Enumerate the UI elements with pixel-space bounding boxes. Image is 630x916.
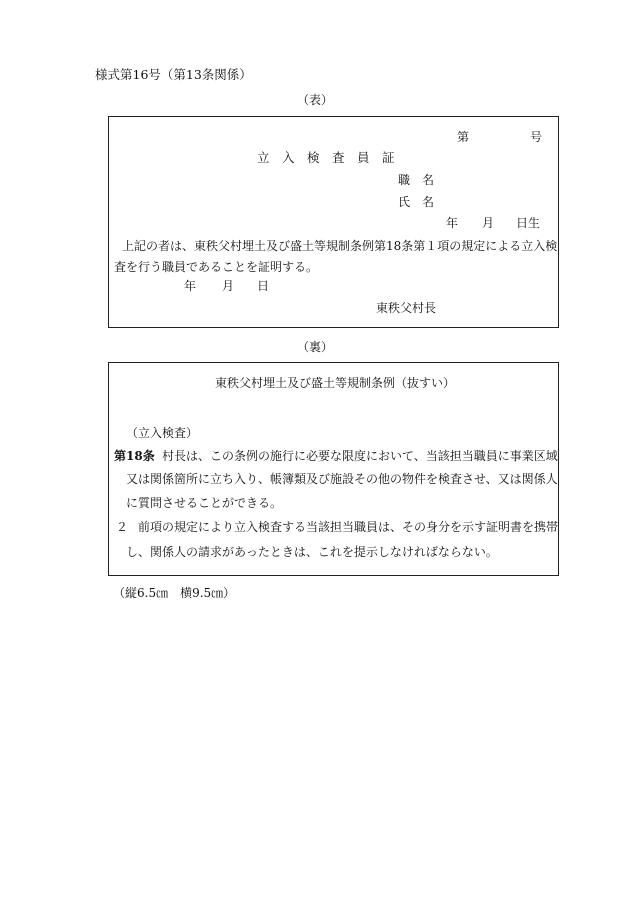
card-size-note: （縦6.5㎝ 横9.5㎝） [113, 586, 236, 600]
position-label: 職 名 [398, 173, 435, 187]
article-line-3: に質問させることができる。 [126, 496, 283, 510]
article-line-1: 村長は、この条例の施行に必要な限度において、当該担当職員に事業区域 [162, 449, 558, 463]
card-title: 立 入 検 査 員 証 [257, 150, 395, 165]
paragraph-2-number: ２ [116, 520, 129, 534]
statement-line-1: 上記の者は、東秩父村埋土及び盛土等規制条例第18条第１項の規定による立入検 [122, 239, 558, 253]
issue-day-label: 日 [257, 279, 270, 293]
paragraph-2-line-2: し、関係人の請求があったときは、これを提示しなければならない。 [126, 545, 498, 559]
issuer-name: 東秩父村長 [376, 301, 437, 315]
article-line-2: 又は関係箇所に立ち入り、帳簿類及び施設その他の物件を検査させ、又は関係人 [126, 472, 558, 486]
birth-year-label: 年 [446, 216, 459, 230]
ordinance-title: 東秩父村埋土及び盛土等規制条例（抜すい） [215, 376, 456, 390]
statement-line-2: 査を行う職員であることを証明する。 [114, 260, 319, 274]
name-label: 氏 名 [398, 195, 435, 209]
paragraph-2-line-1: 前項の規定により立入検査する当該担当職員は、その身分を示す証明書を携帯 [138, 520, 559, 534]
birth-day-label: 日生 [516, 216, 541, 230]
certificate-number-suffix: 号 [530, 130, 543, 144]
article-number: 第18条 [114, 449, 155, 463]
certificate-number-prefix: 第 [457, 130, 470, 144]
birth-month-label: 月 [482, 216, 495, 230]
issue-year-label: 年 [184, 279, 197, 293]
form-title: 様式第16号（第13条関係） [95, 67, 252, 82]
back-card [108, 362, 559, 576]
issue-month-label: 月 [222, 279, 235, 293]
article-caption: （立入検査） [126, 426, 199, 440]
back-side-label: （裏） [296, 340, 333, 354]
front-side-label: （表） [296, 93, 333, 107]
